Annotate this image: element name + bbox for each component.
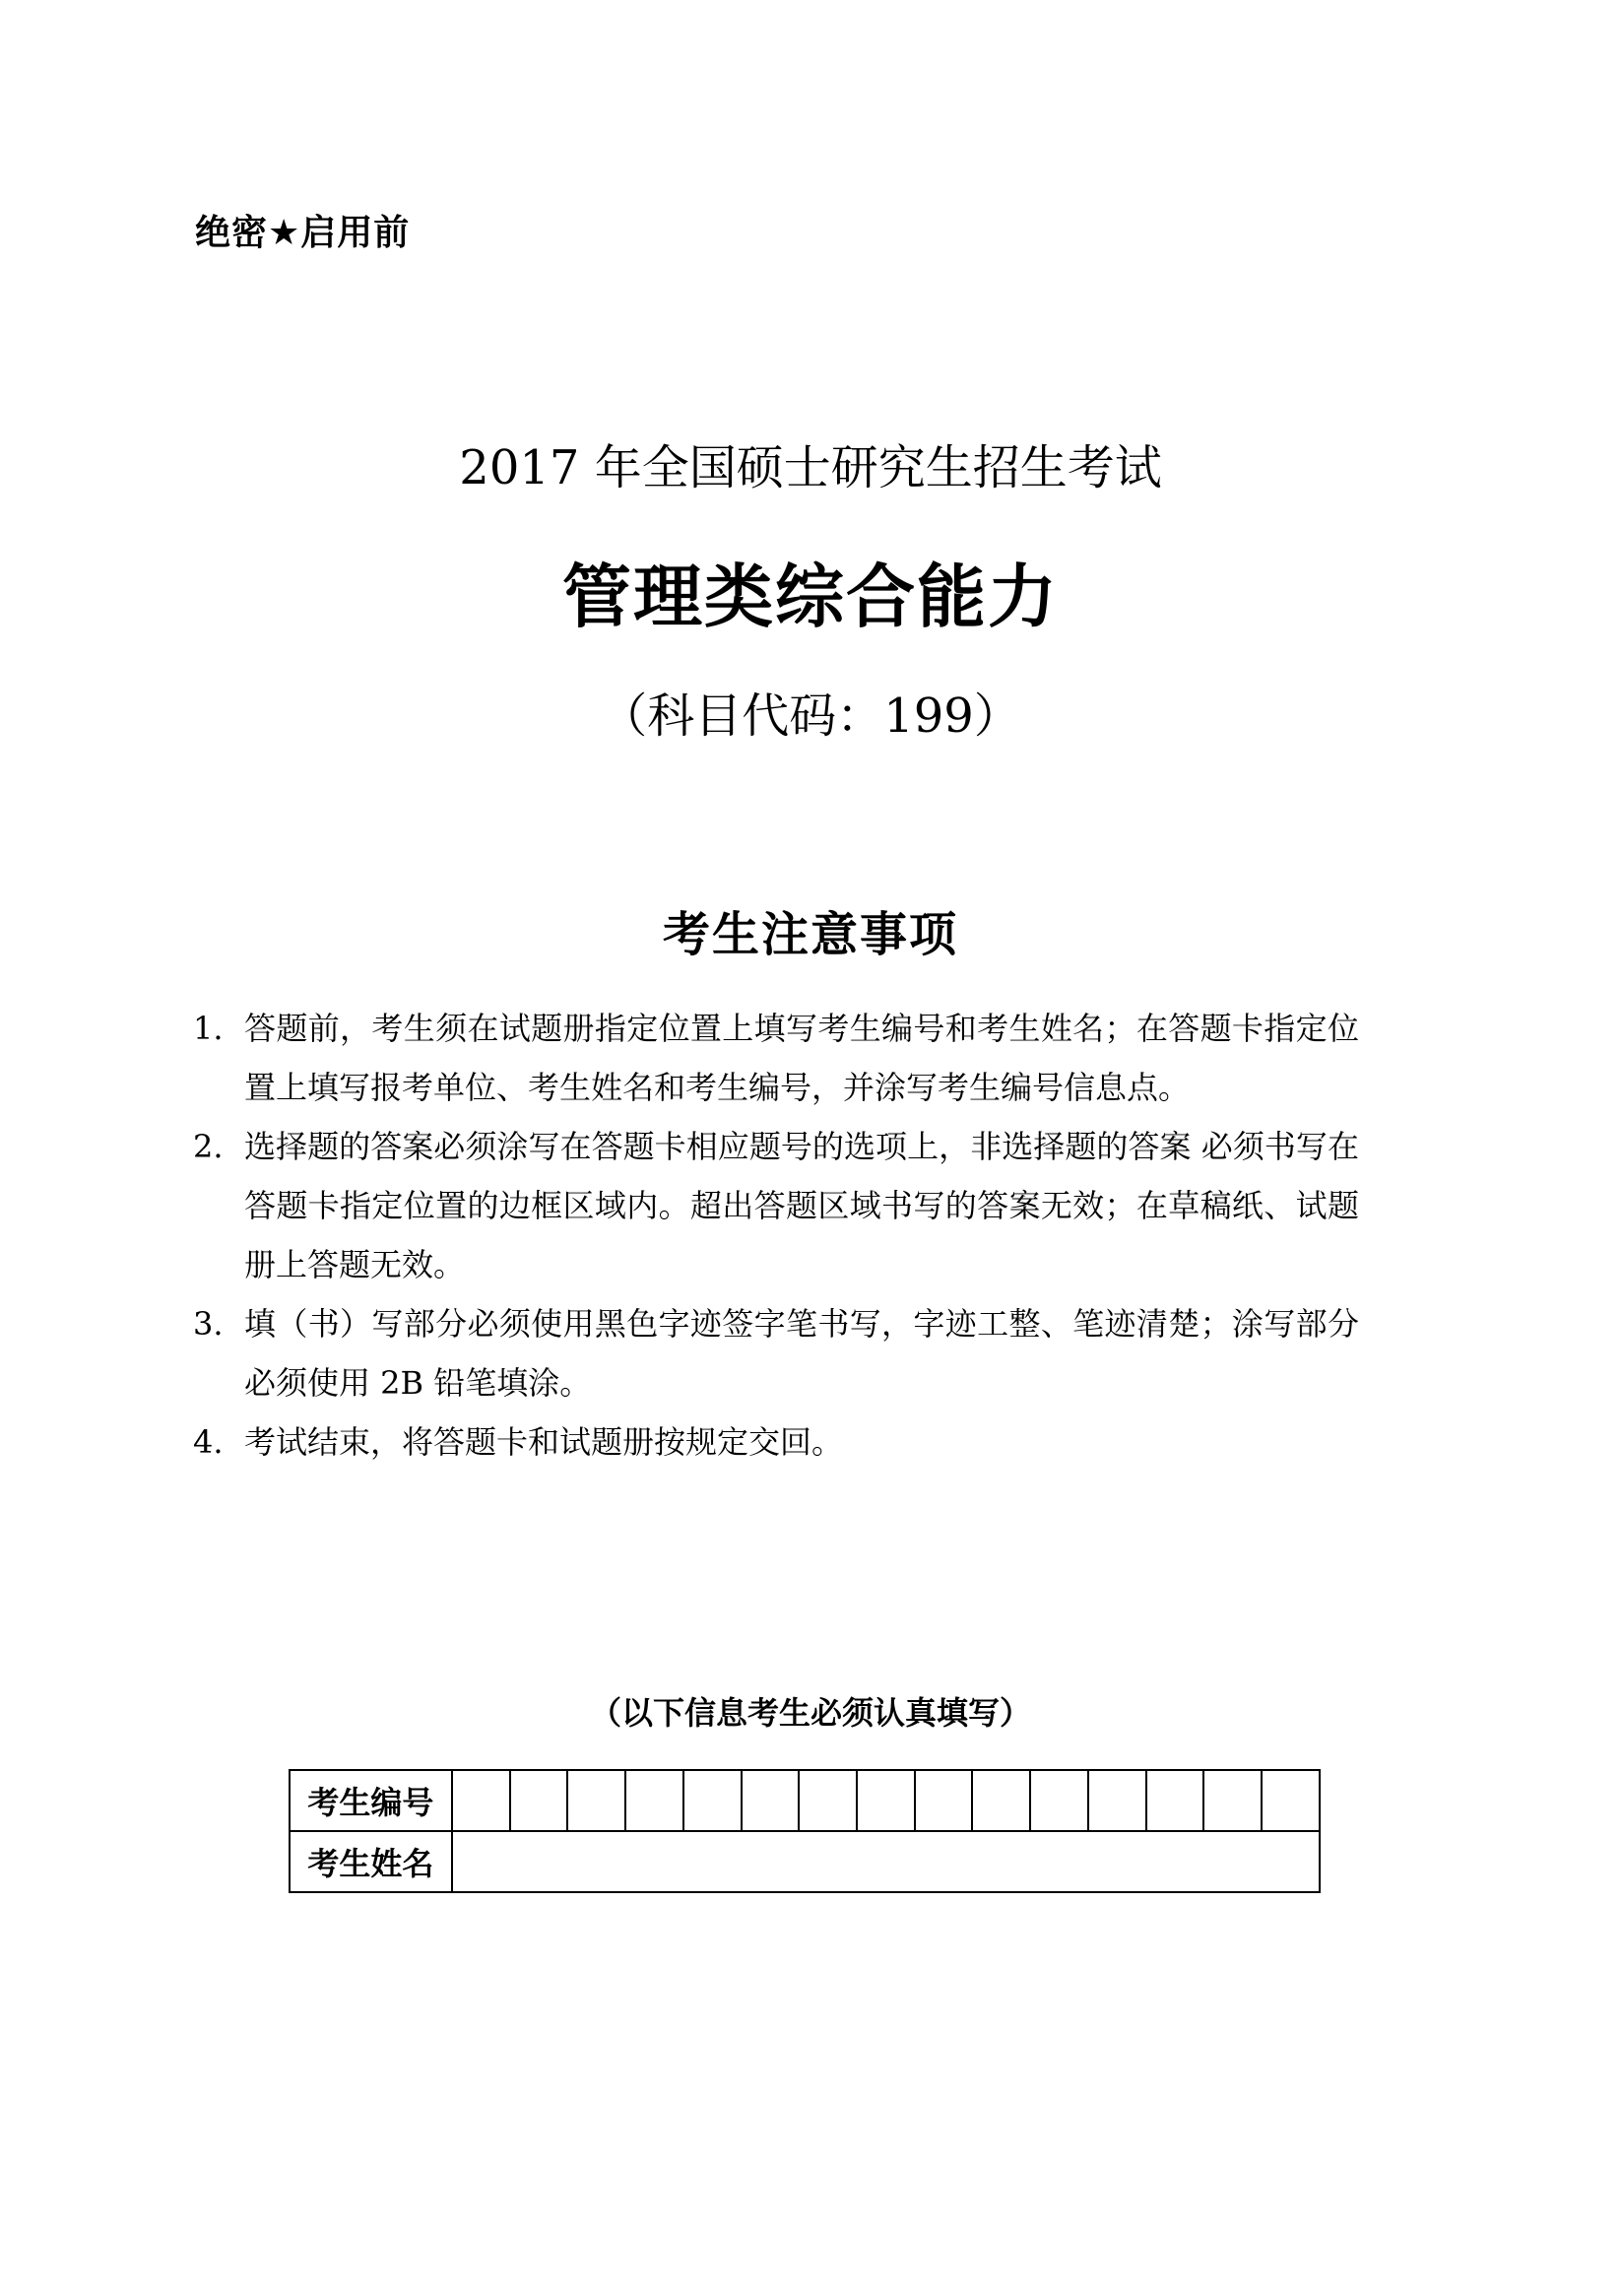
notice-item-1 xyxy=(193,999,1359,1117)
candidate-id-digit-box[interactable] xyxy=(510,1770,568,1831)
candidate-info-table xyxy=(289,1769,1321,1893)
subject-title: 管理类综合能力 xyxy=(562,556,1059,637)
notice-list xyxy=(193,999,1359,1472)
notice-text: 选择题的答案必须涂写在答题卡相应题号的选项上，非选择题的答案 必须书写在答题卡指定位置的边框区域内。超出答题区域书写的答案无效；在草稿纸、试题册上答题无效。 xyxy=(244,1128,1359,1283)
candidate-id-digit-box[interactable] xyxy=(742,1770,800,1831)
candidate-id-digit-box[interactable] xyxy=(1262,1770,1320,1831)
candidate-name-field[interactable] xyxy=(452,1831,1320,1892)
candidate-id-digit-box[interactable] xyxy=(799,1770,857,1831)
candidate-id-digit-box[interactable] xyxy=(567,1770,625,1831)
candidate-name-label: 考生姓名 xyxy=(290,1831,452,1892)
candidate-id-digit-box[interactable] xyxy=(683,1770,742,1831)
candidate-id-digit-box[interactable] xyxy=(625,1770,683,1831)
candidate-id-row xyxy=(290,1770,1320,1831)
subject-code: （科目代码：199） xyxy=(600,689,1021,744)
candidate-id-digit-box[interactable] xyxy=(915,1770,973,1831)
notice-item-3 xyxy=(193,1294,1359,1412)
notice-heading: 考生注意事项 xyxy=(662,907,958,962)
candidate-id-label: 考生编号 xyxy=(290,1770,452,1831)
notice-number: 1. xyxy=(193,1010,224,1047)
candidate-name-row xyxy=(290,1831,1320,1892)
candidate-id-digit-box[interactable] xyxy=(452,1770,510,1831)
candidate-id-digit-box[interactable] xyxy=(1030,1770,1088,1831)
notice-item-4 xyxy=(193,1412,1359,1472)
candidate-id-digit-box[interactable] xyxy=(857,1770,915,1831)
notice-number: 4. xyxy=(193,1423,224,1461)
notice-number: 3. xyxy=(193,1305,224,1343)
candidate-id-digit-box[interactable] xyxy=(1146,1770,1204,1831)
exam-title: 2017 年全国硕士研究生招生考试 xyxy=(459,440,1162,495)
notice-number: 2. xyxy=(193,1128,224,1165)
candidate-id-digit-box[interactable] xyxy=(1088,1770,1146,1831)
candidate-id-digit-box[interactable] xyxy=(972,1770,1030,1831)
notice-text: 答题前，考生须在试题册指定位置上填写考生编号和考生姓名；在答题卡指定位置上填写报考单位、考生姓名和考生编号，并涂写考生编号信息点。 xyxy=(244,1010,1359,1106)
fill-instruction: （以下信息考生必须认真填写） xyxy=(589,1694,1031,1732)
notice-text: 填（书）写部分必须使用黑色字迹签字笔书写，字迹工整、笔迹清楚；涂写部分必须使用 2B 铅笔填涂。 xyxy=(244,1305,1359,1402)
candidate-id-digit-box[interactable] xyxy=(1203,1770,1262,1831)
notice-item-2 xyxy=(193,1117,1359,1294)
notice-text: 考试结束，将答题卡和试题册按规定交回。 xyxy=(244,1423,844,1461)
confidentiality-mark: 绝密★启用前 xyxy=(195,213,411,253)
